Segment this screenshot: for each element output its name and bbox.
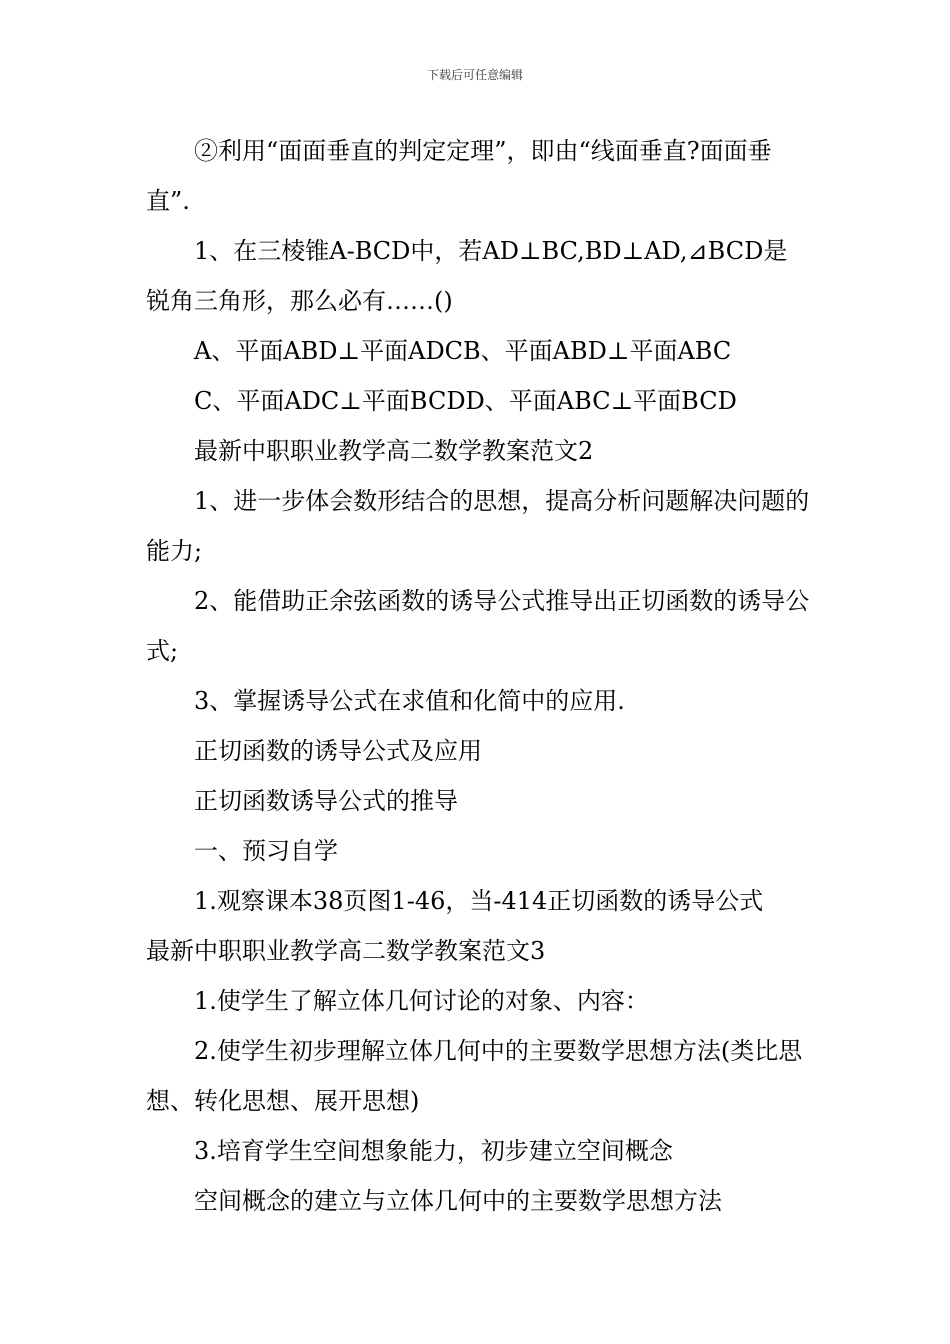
- paragraph-1: ②利用“面面垂直的判定定理”，即由“线面垂直?面面垂直”.: [146, 137, 772, 215]
- paragraph-11: 一、预习自学: [194, 837, 338, 865]
- document-body: [146, 126, 810, 1226]
- page-header: 下载后可任意编辑: [426, 68, 523, 82]
- paragraph-8: 3、掌握诱导公式在求值和化简中的应用.: [194, 687, 625, 715]
- paragraph-4: C、平面ADC⊥平面BCDD、平面ABC⊥平面BCD: [194, 387, 737, 415]
- paragraph-2: 1、在三棱锥A-BCD中，若AD⊥BC,BD⊥AD,⊿BCD是锐角三角形，那么必有……(): [146, 237, 788, 315]
- paragraph-7: 2、能借助正余弦函数的诱导公式推导出正切函数的诱导公式;: [146, 587, 810, 665]
- paragraph-16: 3.培育学生空间想象能力，初步建立空间概念: [194, 1137, 673, 1165]
- paragraph-12: 1.观察课本38页图1-46，当-414正切函数的诱导公式: [194, 887, 764, 915]
- section-heading-2: 最新中职职业教学高二数学教案范文2: [194, 437, 594, 465]
- paragraph-3: A、平面ABD⊥平面ADCB、平面ABD⊥平面ABC: [194, 337, 732, 365]
- paragraph-9: 正切函数的诱导公式及应用: [194, 737, 482, 765]
- paragraph-15: 2.使学生初步理解立体几何中的主要数学思想方法(类比思想、转化思想、展开思想): [146, 1037, 803, 1115]
- paragraph-6: 1、进一步体会数形结合的思想，提高分析问题解决问题的能力;: [146, 487, 810, 565]
- section-heading-3: 最新中职职业教学高二数学教案范文3: [146, 937, 546, 965]
- paragraph-10: 正切函数诱导公式的推导: [194, 787, 458, 815]
- paragraph-14: 1.使学生了解立体几何讨论的对象、内容：: [194, 987, 649, 1015]
- paragraph-17: 空间概念的建立与立体几何中的主要数学思想方法: [194, 1187, 722, 1215]
